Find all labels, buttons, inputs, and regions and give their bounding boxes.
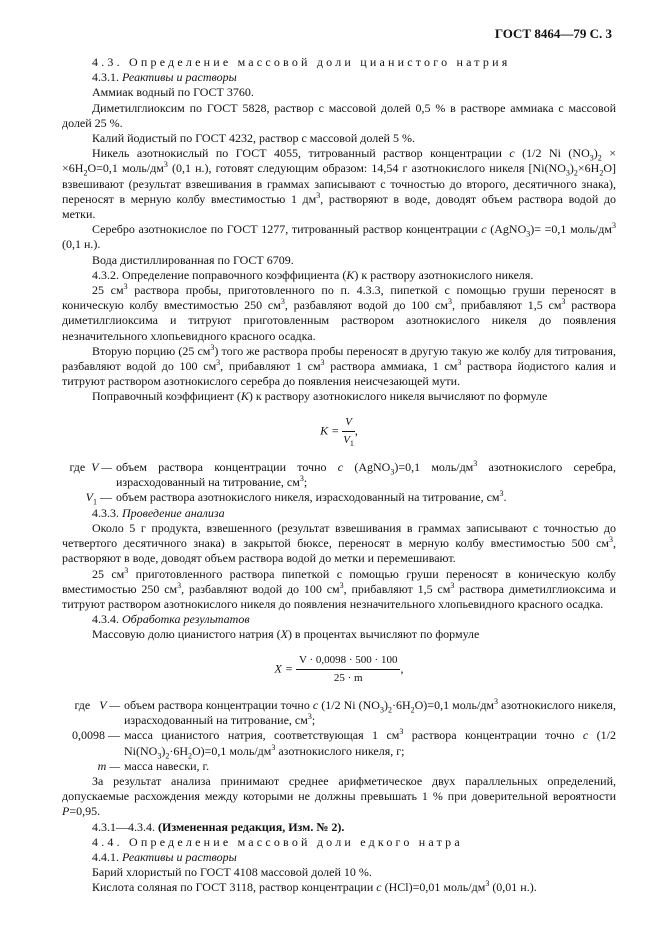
definition-0-0098: 0,0098 — масса цианистого натрия, соответствующая 1 $см^3$ раствора концентрации точно c (1/2 $Ni(NO_3)_2\cdot 6H_2O)=0,1$ моль/$дм^3$ азотнокислого никеля, г; — [72, 727, 616, 760]
paragraph-first-portion: 25 $см^3$ раствора пробы, приготовленного по п. 4.3.3, пипеткой с помощью груши переносят в коническую колбу вместимостью 250 $см^3$, разбавляют водой до 100 $см^3$, прибавляют 1,5 $см^3$ раствора диметилглиоксима и титруют приготовленным раствором азотнокислого никеля до появления незначительного хлопьевидного красного осадка. — [62, 282, 617, 343]
paragraph-titration: 25 $см^3$ приготовленного раствора пипеткой с помощью груши переносят в коническую колбу вместимостью 250 $см^3$, разбавляют водой до 100 $см^3$, прибавляют 1,5 $см^3$ раствора диметилглиоксима и титруют раствором азотнокислого никеля до появления незначительного хлопьевидного красного осадка. — [62, 565, 616, 611]
paragraph-mass-fraction: Массовую долю цианистого натрия (X) в процентах вычисляют по формуле — [92, 627, 480, 642]
paragraph-result: За результат анализа принимают среднее арифметическое двух параллельных определений, допускаемые расхождения между которыми не должны превышать 1 % при доверительной вероятности P=0,95. — [62, 773, 616, 819]
page-content — [62, 55, 616, 896]
reagent-distilled-water: Вода дистиллированная по ГОСТ 6709. — [92, 252, 294, 267]
section-4-3-title: 4.3. Определение массовой доли цианистого натрия — [92, 55, 511, 69]
paragraph-sample-prep: Около 5 г продукта, взвешенного (результат взвешивания в граммах записывают с точностью до четвертого десятичного знака) в закрытой бюксе, переносят в мерную колбу вместимостью 500 $см^3$, растворяют в воде, доводят объем раствора водой до метки и перемешивают. — [62, 520, 616, 566]
section-4-4-1-heading: 4.4.1. Реактивы и растворы — [92, 849, 237, 864]
section-4-3-3-heading: 4.3.3. Проведение анализа — [92, 505, 225, 520]
reagent-silver-nitrate: Серебро азотнокислое по ГОСТ 1277, титрованный раствор концентрации c (AgNO$_3$)= =0,1 моль/$дм^3$ (0,1 н.). — [62, 221, 616, 252]
paragraph-second-portion: Вторую порцию (25 $см^3$) того же раствора пробы переносят в другую такую же колбу для титрования, разбавляют водой до 100 $см^3$, прибавляют 1 $см^3$ раствора аммиака, 1 $см^3$ раствора йодистого калия и титруют раствором азотнокислого серебра до появления неисчезающей мути. — [62, 342, 617, 389]
section-4-3-4-heading: 4.3.4. Обработка результатов — [92, 612, 250, 627]
page-header: ГОСТ 8464—79 С. 3 — [494, 26, 612, 41]
reagent-barium-chloride: Барий хлористый по ГОСТ 4108 массовой долей 10 %. — [92, 865, 372, 880]
definition-v-nickel: где V — объем раствора концентрации точно c (1/2 Ni $(NO_3)_2\cdot 6H_2O)=0,1$ моль/$дм^3$ азотнокислого никеля, израсходованный на титрование, $см^3$; — [74, 696, 616, 728]
fraction: $\frac{V \cdot 0,0098 \cdot 500 \cdot 100}{25 \cdot m}$ — [296, 653, 400, 686]
section-4-3-2-heading: 4.3.2. Определение поправочного коэффициента (K) к раствору азотнокислого никеля. — [92, 267, 534, 282]
paragraph-correction-factor: Поправочный коэффициент (K) к раствору азотнокислого никеля вычисляют по формуле — [92, 389, 548, 404]
reagent-dimethylglyoxime: Диметилглиоксим по ГОСТ 5828, раствор с массовой долей 0,5 % в растворе аммиака с массовой долей 25 %. — [62, 100, 616, 130]
definition-v: где V — объем раствора концентрации точно c (AgNO$_3$)=0,1 моль/$дм^3$ азотнокислого серебра, израсходованный на титрование, $см^3$; — [69, 459, 617, 490]
fraction: $\frac{V}{V_1}$ — [343, 415, 354, 449]
formula-k: K = $\frac{V}{V_1}$ , — [320, 415, 358, 449]
formula-x: X = $\frac{V \cdot 0,0098 \cdot 500 \cdot 100}{25 \cdot m}$ , — [62, 653, 616, 686]
reagent-ammonia: Аммиак водный по ГОСТ 3760. — [92, 85, 254, 100]
definition-v1: $V_1$ — объем раствора азотнокислого никеля, израсходованный на титрование, $см^3$. — [85, 489, 507, 507]
section-4-3-1-heading: 4.3.1. Реактивы и растворы — [92, 70, 237, 85]
reagent-nickel-nitrate: Никель азотнокислый по ГОСТ 4055, титрованный раствор концентрации c (1/2 Ni $(NO_3)_2 \times \times 6H_2O=0,1$ моль/$дм^3$ (0,1 н.), готовят следующим образом: 14,54 г азотнокислого никеля $[Ni(NO_3)_2\times 6H_2O]$ взвешивают (результат взвешивания в граммах записывают с точностью до второго, десятичного знака), переносят в мерную колбу вместимостью 1 $дм^3$, растворяют в воде, доводят объем раствора водой до метки. — [62, 146, 617, 222]
reagent-hydrochloric-acid: Кислота соляная по ГОСТ 3118, раствор концентрации c (HCl)=0,01 моль/$дм^3$ (0,01 н.). — [92, 879, 537, 895]
amendment-note: 4.3.1—4.3.4. (Измененная редакция, Изм. № 2). — [92, 819, 345, 834]
reagent-potassium-iodide: Калий йодистый по ГОСТ 4232, раствор с массовой долей 5 %. — [92, 131, 415, 146]
section-4-4-title: 4.4. Определение массовой доли едкого натра — [92, 834, 463, 849]
definition-m: m — масса навески, г. — [97, 758, 210, 773]
